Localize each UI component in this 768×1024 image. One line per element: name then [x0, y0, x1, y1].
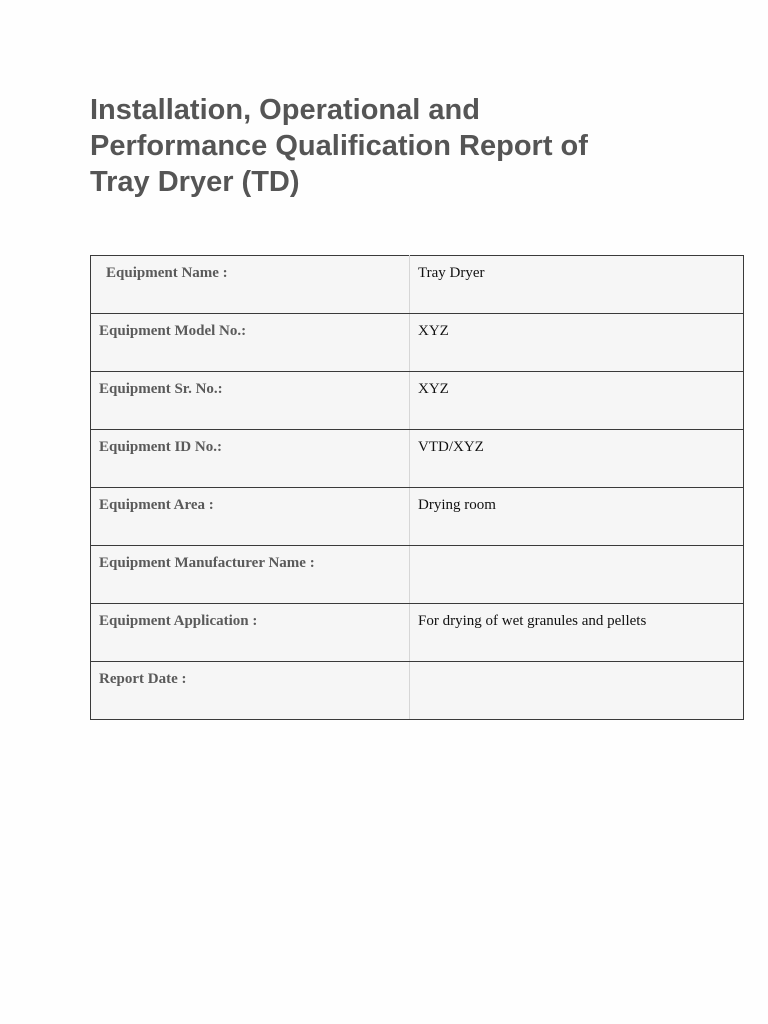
field-label: Equipment Model No.: — [99, 323, 247, 339]
field-value: For drying of wet granules and pellets — [418, 613, 647, 629]
field-label-cell — [91, 488, 410, 546]
field-label-cell — [91, 546, 410, 604]
field-label-cell — [91, 662, 410, 720]
field-label: Equipment ID No.: — [99, 439, 222, 455]
field-value-cell — [410, 256, 744, 314]
field-value: VTD/XYZ — [418, 439, 484, 455]
table-row-equipment-application — [91, 604, 744, 662]
document-title-line: Tray Dryer (TD) — [90, 166, 300, 198]
field-label-cell — [91, 430, 410, 488]
field-label: Equipment Area : — [99, 497, 214, 513]
field-value-cell — [410, 604, 744, 662]
field-label: Equipment Sr. No.: — [99, 381, 223, 397]
field-label-cell — [91, 604, 410, 662]
table-row-equipment-area — [91, 488, 744, 546]
field-value-cell — [410, 314, 744, 372]
equipment-details-table — [90, 255, 744, 720]
table-row-equipment-model-no — [91, 314, 744, 372]
field-value-cell — [410, 546, 744, 604]
field-value-cell — [410, 488, 744, 546]
table-row-equipment-id-no — [91, 430, 744, 488]
field-value: XYZ — [418, 323, 449, 339]
field-value: Tray Dryer — [418, 265, 485, 281]
field-value: XYZ — [418, 381, 449, 397]
table-row-equipment-manufacturer-name — [91, 546, 744, 604]
document-title-line: Performance Qualification Report of — [90, 130, 588, 162]
field-value — [410, 546, 743, 554]
field-label-cell — [91, 314, 410, 372]
field-label: Equipment Name : — [106, 265, 228, 281]
field-value-cell — [410, 662, 744, 720]
field-label: Report Date : — [99, 671, 187, 687]
field-label: Equipment Manufacturer Name : — [99, 555, 315, 571]
table-row-equipment-name — [91, 256, 744, 314]
field-value-cell — [410, 372, 744, 430]
document-title-line: Installation, Operational and — [90, 94, 480, 126]
field-value-cell — [410, 430, 744, 488]
table-row-report-date — [91, 662, 744, 720]
document-title — [90, 92, 650, 200]
field-label-cell — [91, 372, 410, 430]
field-label-cell — [91, 256, 410, 314]
field-label: Equipment Application : — [99, 613, 258, 629]
field-value — [410, 662, 743, 670]
field-value: Drying room — [418, 497, 496, 513]
table-row-equipment-sr-no — [91, 372, 744, 430]
